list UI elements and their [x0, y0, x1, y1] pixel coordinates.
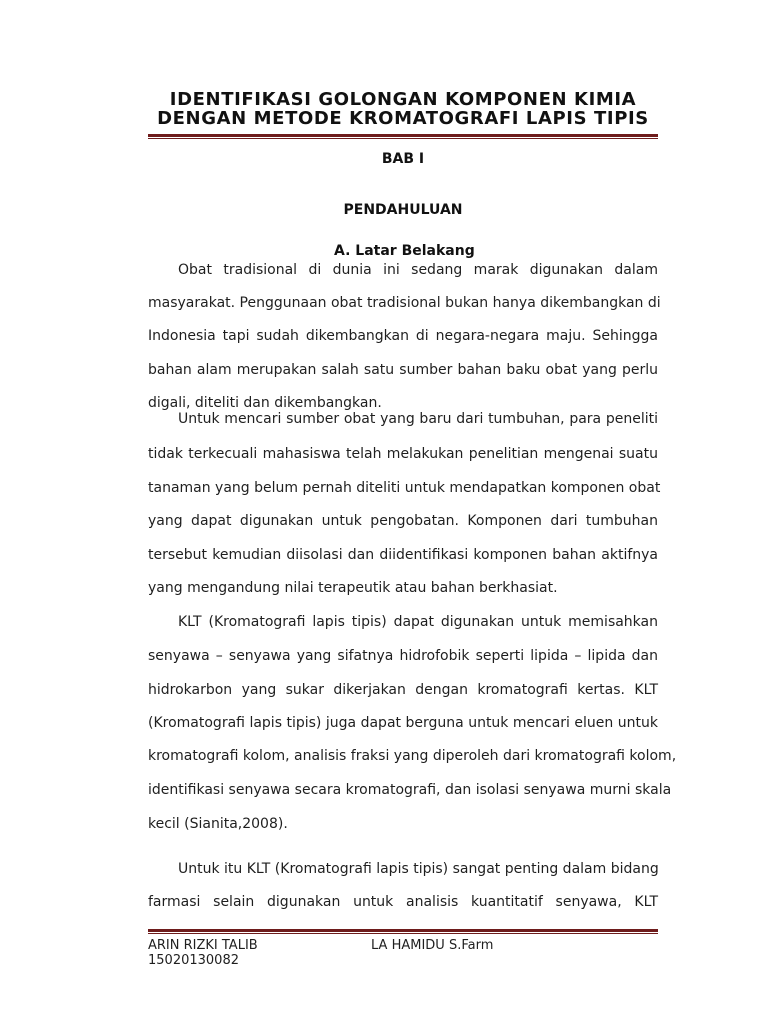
paragraph-3-line-5: kromatografi kolom, analisis fraksi yang diperoleh dari kromatografi kolom, — [148, 748, 677, 764]
section-heading: PENDAHULUAN — [343, 202, 463, 218]
paragraph-3-line-6: identifikasi senyawa secara kromatografi, dan isolasi senyawa murni skala — [148, 782, 672, 798]
document-title-line-1: IDENTIFIKASI GOLONGAN KOMPONEN KIMIA — [169, 89, 637, 110]
document-title-line-2: DENGAN METODE KROMATOGRAFI LAPIS TIPIS — [157, 108, 649, 129]
chapter-heading: BAB I — [381, 151, 425, 167]
paragraph-4-line-1: Untuk itu KLT (Kromatografi lapis tipis) sangat penting dalam bidang — [178, 861, 659, 877]
paragraph-3-line-4: (Kromatografi lapis tipis) juga dapat berguna untuk mencari eluen untuk — [148, 715, 658, 731]
paragraph-1-line-3: Indonesia tapi sudah dikembangkan di negara-negara maju. Sehingga — [148, 328, 658, 344]
paragraph-1-line-2: masyarakat. Penggunaan obat tradisional bukan hanya dikembangkan di — [148, 295, 661, 311]
paragraph-2-line-2: tidak terkecuali mahasiswa telah melakukan penelitian mengenai suatu — [148, 446, 658, 462]
footer-supervisor: LA HAMIDU S.Farm — [371, 938, 494, 953]
paragraph-3-line-7: kecil (Sianita,2008). — [148, 816, 288, 832]
paragraph-2-line-3: tanaman yang belum pernah diteliti untuk mendapatkan komponen obat — [148, 480, 661, 496]
paragraph-3-line-1: KLT (Kromatografi lapis tipis) dapat digunakan untuk memisahkan — [178, 614, 658, 630]
footer-divider — [148, 929, 658, 934]
paragraph-4-line-2: farmasi selain digunakan untuk analisis kuantitatif senyawa, KLT — [148, 894, 658, 910]
paragraph-3-line-3: hidrokarbon yang sukar dikerjakan dengan kromatografi kertas. KLT — [148, 682, 658, 698]
paragraph-3-line-2: senyawa – senyawa yang sifatnya hidrofobik seperti lipida – lipida dan — [148, 648, 658, 664]
paragraph-2-line-6: yang mengandung nilai terapeutik atau bahan berkhasiat. — [148, 580, 558, 596]
paragraph-2-line-1: Untuk mencari sumber obat yang baru dari tumbuhan, para peneliti — [178, 411, 658, 427]
paragraph-2-line-4: yang dapat digunakan untuk pengobatan. Komponen dari tumbuhan — [148, 513, 658, 529]
paragraph-1-line-1: Obat tradisional di dunia ini sedang marak digunakan dalam — [178, 262, 658, 278]
paragraph-1-line-4: bahan alam merupakan salah satu sumber bahan baku obat yang perlu — [148, 362, 658, 378]
footer-author-name: ARIN RIZKI TALIB — [148, 938, 258, 953]
footer-author-id: 15020130082 — [148, 953, 239, 968]
subsection-heading: A. Latar Belakang — [334, 243, 475, 259]
header-divider — [148, 134, 658, 139]
paragraph-1-line-5: digali, diteliti dan dikembangkan. — [148, 395, 382, 411]
paragraph-2-line-5: tersebut kemudian diisolasi dan diidentifikasi komponen bahan aktifnya — [148, 547, 658, 563]
